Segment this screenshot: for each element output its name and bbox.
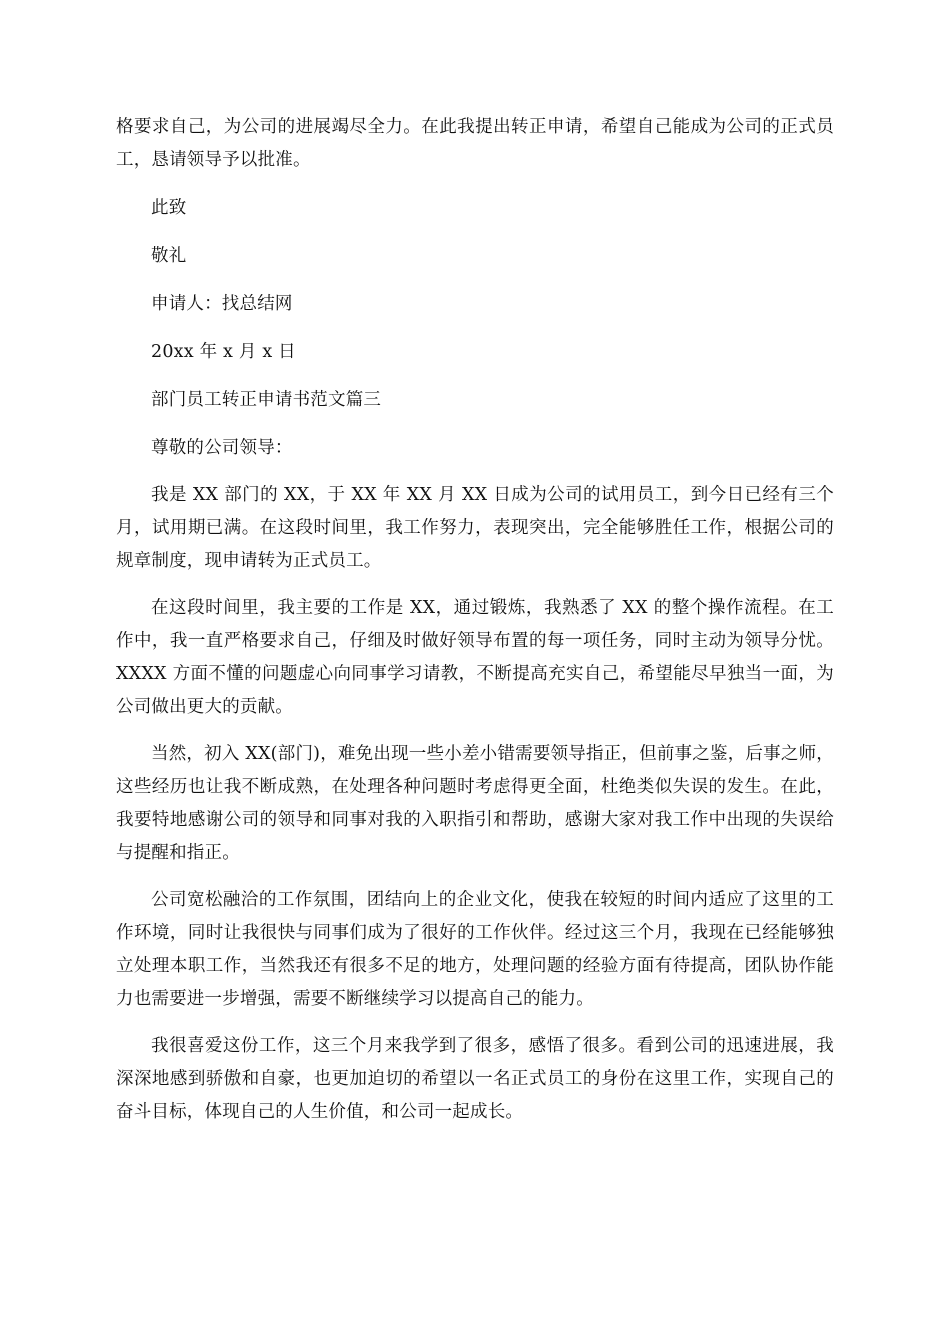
- document-body: [116, 111, 834, 1129]
- body-paragraph: 我是 XX 部门的 XX，于 XX 年 XX 月 XX 日成为公司的试用员工，到今日已经有三个月，试用期已满。在这段时间里，我工作努力，表现突出，完全能够胜任工作，根据公司的规章制度，现申请转为正式员工。: [116, 485, 834, 571]
- body-paragraph: 当然，初入 XX(部门)，难免出现一些小差小错需要领导指正，但前事之鉴，后事之师，这些经历也让我不断成熟，在处理各种问题时考虑得更全面，杜绝类似失误的发生。在此，我要特地感谢公司的领导和同事对我的入职指引和帮助，感谢大家对我工作中出现的失误给与提醒和指正。: [116, 744, 834, 863]
- applicant-line: 申请人：找总结网: [151, 294, 293, 314]
- greeting: 尊敬的公司领导：: [151, 438, 293, 458]
- closing-salutation: 此致: [151, 198, 187, 218]
- paragraph-continuation: 格要求自己，为公司的进展竭尽全力。在此我提出转正申请，希望自己能成为公司的正式员工，恳请领导予以批准。: [116, 117, 834, 170]
- closing-regards: 敬礼: [151, 246, 187, 266]
- section-title: 部门员工转正申请书范文篇三: [151, 390, 382, 410]
- date-line: 20xx 年 x 月 x 日: [151, 342, 296, 362]
- body-paragraph: 在这段时间里，我主要的工作是 XX，通过锻炼，我熟悉了 XX 的整个操作流程。在工作中，我一直严格要求自己，仔细及时做好领导布置的每一项任务，同时主动为领导分忧。XXXX 方面不懂的问题虚心向同事学习请教，不断提高充实自己，希望能尽早独当一面，为公司做出更大的贡献。: [116, 598, 834, 717]
- body-paragraph: 我很喜爱这份工作，这三个月来我学到了很多，感悟了很多。看到公司的迅速进展，我深深地感到骄傲和自豪，也更加迫切的希望以一名正式员工的身份在这里工作，实现自己的奋斗目标，体现自己的人生价值，和公司一起成长。: [116, 1036, 834, 1122]
- body-paragraph: 公司宽松融洽的工作氛围，团结向上的企业文化，使我在较短的时间内适应了这里的工作环境，同时让我很快与同事们成为了很好的工作伙伴。经过这三个月，我现在已经能够独立处理本职工作，当然我还有很多不足的地方，处理问题的经验方面有待提高，团队协作能力也需要进一步增强，需要不断继续学习以提高自己的能力。: [116, 890, 834, 1009]
